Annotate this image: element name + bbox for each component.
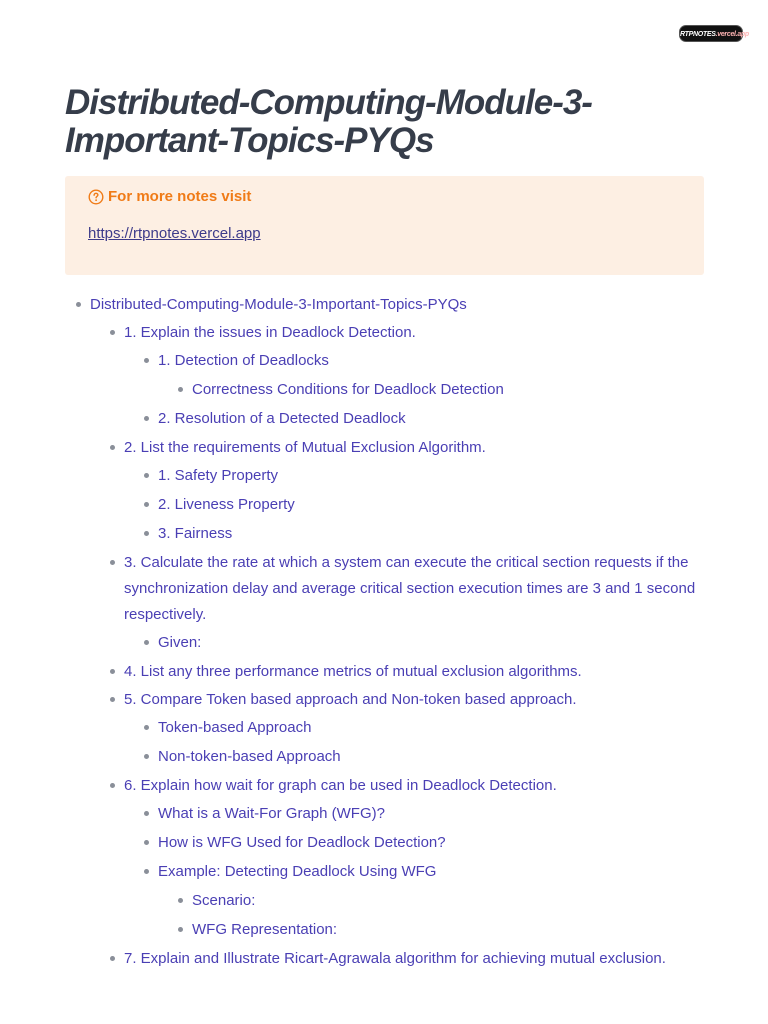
- toc-item-q1-s1[interactable]: [142, 347, 709, 405]
- toc-link-q6[interactable]: 6. Explain how wait for graph can be used in Deadlock Detection.: [124, 772, 709, 800]
- site-badge-logo[interactable]: [679, 25, 749, 42]
- toc-item-q1-s2[interactable]: [142, 405, 709, 434]
- toc-link-q1[interactable]: 1. Explain the issues in Deadlock Detection.: [124, 319, 709, 347]
- badge-text: RTPNOTES: [680, 31, 716, 38]
- toc-link-q3-s1[interactable]: Given:: [158, 629, 709, 658]
- toc-item-q6-s3b[interactable]: [176, 916, 709, 945]
- toc-link-q7[interactable]: 7. Explain and Illustrate Ricart-Agrawala algorithm for achieving mutual exclusion.: [124, 945, 709, 973]
- toc-item-q2[interactable]: [108, 434, 709, 549]
- toc-link-q2-s3[interactable]: 3. Fairness: [158, 520, 709, 549]
- toc-link-q5-s1[interactable]: Token-based Approach: [158, 714, 709, 743]
- toc-link-q4[interactable]: 4. List any three performance metrics of mutual exclusion algorithms.: [124, 658, 709, 686]
- toc-link-q2-s2[interactable]: 2. Liveness Property: [158, 491, 709, 520]
- toc-link-q1-s2[interactable]: 2. Resolution of a Detected Deadlock: [158, 405, 709, 434]
- toc-link-q6-s3b[interactable]: WFG Representation:: [192, 916, 709, 945]
- toc-item-q6-s1[interactable]: [142, 800, 709, 829]
- toc-item-q5[interactable]: [108, 686, 709, 772]
- toc-item-q5-s1[interactable]: [142, 714, 709, 743]
- toc-link-q5-s2[interactable]: Non-token-based Approach: [158, 743, 709, 772]
- toc-item-q2-s1[interactable]: [142, 462, 709, 491]
- toc-item-q6-s3[interactable]: [142, 858, 709, 945]
- toc-root-item[interactable]: [74, 291, 709, 973]
- page-title: Distributed-Computing-Module-3-Important-Topics-PYQs: [65, 83, 592, 160]
- table-of-contents: [74, 291, 709, 973]
- toc-item-q6-s3a[interactable]: [176, 887, 709, 916]
- callout-heading-text: For more notes visit: [108, 188, 252, 205]
- toc-item-q6-s2[interactable]: [142, 829, 709, 858]
- toc-item-q6[interactable]: [108, 772, 709, 945]
- toc-link-q6-s3[interactable]: Example: Detecting Deadlock Using WFG: [158, 858, 709, 887]
- question-circle-icon: [88, 189, 104, 205]
- toc-link-q2[interactable]: 2. List the requirements of Mutual Exclusion Algorithm.: [124, 434, 709, 462]
- toc-link-q6-s1[interactable]: What is a Wait-For Graph (WFG)?: [158, 800, 709, 829]
- toc-link-q6-s2[interactable]: How is WFG Used for Deadlock Detection?: [158, 829, 709, 858]
- toc-item-q1-s1a[interactable]: [176, 376, 709, 405]
- toc-link-q3[interactable]: 3. Calculate the rate at which a system can execute the critical section requests if the synchronization delay and average critical section execution times are 3 and 1 second respectively.: [124, 549, 709, 629]
- toc-link-q1-s1[interactable]: 1. Detection of Deadlocks: [158, 347, 709, 376]
- toc-item-q4[interactable]: [108, 658, 709, 686]
- toc-item-q1[interactable]: [108, 319, 709, 434]
- badge-domain: .vercel.app: [715, 31, 749, 38]
- toc-item-q5-s2[interactable]: [142, 743, 709, 772]
- toc-item-q3[interactable]: [108, 549, 709, 658]
- notes-site-link[interactable]: https://rtpnotes.vercel.app: [88, 225, 261, 242]
- toc-item-q3-s1[interactable]: [142, 629, 709, 658]
- toc-root-link[interactable]: Distributed-Computing-Module-3-Important-Topics-PYQs: [90, 291, 709, 319]
- toc-link-q2-s1[interactable]: 1. Safety Property: [158, 462, 709, 491]
- toc-link-q1-s1a[interactable]: Correctness Conditions for Deadlock Detection: [192, 376, 709, 405]
- toc-link-q5[interactable]: 5. Compare Token based approach and Non-token based approach.: [124, 686, 709, 714]
- toc-link-q6-s3a[interactable]: Scenario:: [192, 887, 709, 916]
- toc-item-q2-s3[interactable]: [142, 520, 709, 549]
- notes-callout: [65, 176, 704, 275]
- callout-heading: [88, 187, 681, 207]
- toc-item-q7[interactable]: [108, 945, 709, 973]
- toc-item-q2-s2[interactable]: [142, 491, 709, 520]
